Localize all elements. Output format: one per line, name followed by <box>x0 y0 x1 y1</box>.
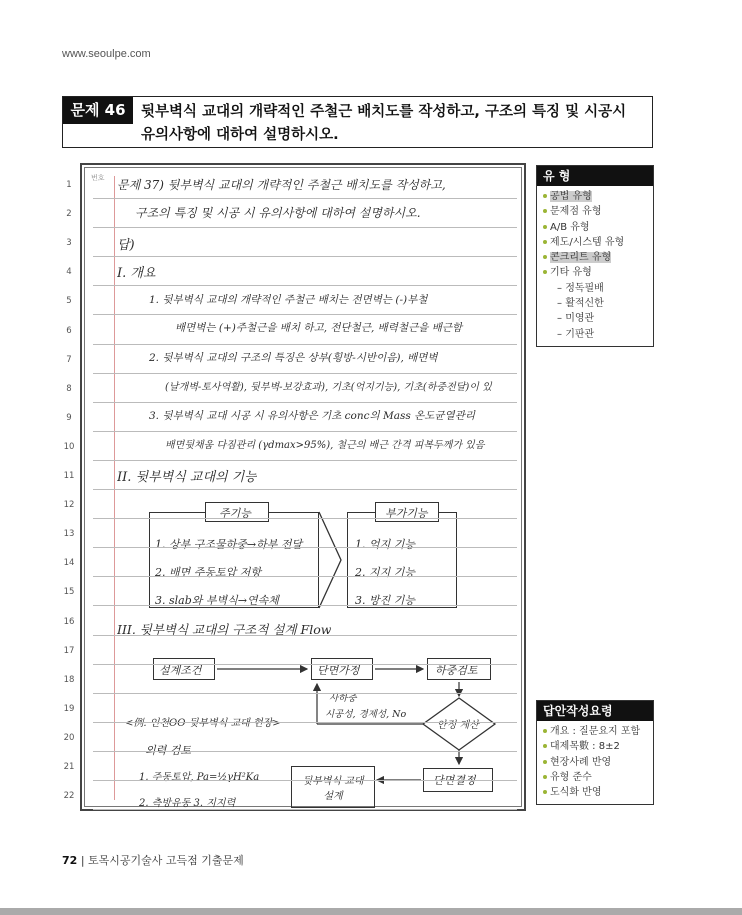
ruled-line <box>93 751 517 752</box>
row-number: 19 <box>63 703 75 714</box>
dash-icon: – <box>557 328 566 340</box>
flow-final-design: 뒷부벽식 교대 설계 <box>302 776 364 802</box>
sub-function-item-3: 3. 방진 기능 <box>355 594 415 607</box>
type-item-label: 제도/시스템 유형 <box>550 236 625 248</box>
row-number: 22 <box>63 791 75 802</box>
answer-tips-title: 답안작성요령 <box>537 701 653 721</box>
row-number: 17 <box>63 645 75 656</box>
answer-line-2: 구조의 특징 및 시공 시 유의사항에 대하여 설명하시오. <box>135 206 421 220</box>
row-number: 9 <box>66 412 72 423</box>
tip-item <box>543 770 653 785</box>
row-number: 1 <box>66 180 72 190</box>
flow-load-calc: 하중검토 <box>435 664 478 677</box>
answer-line-3: 답) <box>117 238 135 253</box>
answer-line-4: I. 개요 <box>117 266 156 281</box>
row-number: 3 <box>66 238 72 249</box>
tip-item-label: 대제목數 : 8±2 <box>550 741 620 753</box>
ruled-line <box>93 693 517 694</box>
bullet-icon <box>543 194 547 198</box>
ruled-line <box>93 576 517 577</box>
row-number: 2 <box>66 209 72 220</box>
bullet-icon <box>543 240 547 244</box>
main-function-item-2: 2. 배면 주동토압 저항 <box>155 566 261 579</box>
bullet-icon <box>543 760 547 764</box>
ruled-line <box>93 635 517 636</box>
dash-icon: – <box>557 298 566 310</box>
bullet-icon <box>543 270 547 274</box>
answer-line-9: 3. 뒷부벽식 교대 시공 시 유의사항은 기초 conc의 Mass 온도균열관리 <box>149 410 475 422</box>
bullet-icon <box>543 790 547 794</box>
type-item-label: 콘크리트 유형 <box>550 252 612 264</box>
type-subitem-label: 미영관 <box>565 313 595 325</box>
flow-apply-2: 시공성, 경제성, No <box>325 709 407 720</box>
bullet-icon <box>543 209 547 213</box>
tip-item <box>543 724 653 739</box>
tip-item <box>543 739 653 754</box>
ruled-line <box>93 285 517 286</box>
answer-line-5: 1. 뒷부벽식 교대의 개략적인 주철근 배치는 전면벽는 (-)부철 <box>149 294 428 306</box>
ruled-line <box>93 460 517 461</box>
ruled-line <box>93 373 517 374</box>
main-function-title: 주기능 <box>219 507 251 520</box>
footer-separator: | <box>80 854 89 867</box>
ruled-line <box>93 547 517 548</box>
ruled-line <box>93 518 517 519</box>
type-list <box>537 186 653 346</box>
type-item <box>543 220 653 235</box>
row-number: 10 <box>63 441 75 452</box>
row-number: 15 <box>63 587 75 598</box>
type-subitem <box>543 327 653 342</box>
question-header <box>62 96 653 148</box>
main-function-item-1: 1. 상부 구조물하중→하부 전달 <box>155 538 303 551</box>
type-subitem-label: 정독필배 <box>565 282 604 294</box>
flow-external-check: 외력 검토 <box>145 744 192 757</box>
type-item <box>543 189 653 204</box>
flow-section-assumption: 단면가정 <box>317 664 360 677</box>
answer-line-11: II. 뒷부벽식 교대의 기능 <box>117 470 257 485</box>
page-number: 72 <box>62 854 78 867</box>
row-number: 12 <box>63 500 75 511</box>
row-number: 18 <box>63 674 75 685</box>
row-number: 16 <box>63 616 75 627</box>
bullet-icon <box>543 225 547 229</box>
ruled-line <box>93 344 517 345</box>
answer-line-10: 배면뒷채움 다짐관리 (γdmax>95%), 철근의 배근 간격 피복두께가 있음 <box>165 440 485 451</box>
row-number: 7 <box>66 354 72 365</box>
sub-function-item-2: 2. 지지 기능 <box>355 566 415 579</box>
row-number: 5 <box>66 296 72 307</box>
answer-line-6: 배면벽는 (+)주철근을 배치 하고, 전단철근, 배력철근을 배근함 <box>175 322 463 334</box>
page-footer <box>62 852 244 868</box>
tip-item-label: 개요 : 질문요지 포함 <box>550 726 641 737</box>
sub-function-title: 부가기능 <box>385 507 428 520</box>
type-item <box>543 235 653 250</box>
flow-section-decision: 단면결정 <box>433 774 476 787</box>
type-item <box>543 204 653 219</box>
type-item-label: 공법 유형 <box>550 191 592 202</box>
row-number: 13 <box>63 529 75 540</box>
flow-formula-1: 1. 주동토압, Pa=½γH²Ka <box>139 772 260 783</box>
answer-tips-list <box>537 721 653 804</box>
ruled-line <box>93 256 517 257</box>
ruled-line <box>93 722 517 723</box>
sheet-frame <box>63 167 522 809</box>
flow-apply-1: 사하중 <box>329 693 357 704</box>
type-subitem-label: 활적신한 <box>565 298 604 310</box>
sheet-number-label: 번호 <box>91 174 105 182</box>
dash-icon: – <box>557 282 566 294</box>
type-item-label: 기타 유형 <box>550 267 592 279</box>
ruled-line <box>93 780 517 781</box>
site-url[interactable]: www.seoulpe.com <box>62 48 151 60</box>
ruled-line <box>93 402 517 403</box>
ruled-line <box>93 489 517 490</box>
row-number: 4 <box>66 267 72 278</box>
type-item <box>543 265 653 280</box>
type-subitem <box>543 311 653 326</box>
row-number: 20 <box>63 732 75 743</box>
question-number: 문제 46 <box>63 97 133 124</box>
row-number: 14 <box>63 558 75 569</box>
type-subitem <box>543 281 653 296</box>
bullet-icon <box>543 729 547 733</box>
ruled-line <box>93 314 517 315</box>
tip-item <box>543 755 653 770</box>
tip-item-label: 도식화 반영 <box>550 787 602 799</box>
bullet-icon <box>543 255 547 259</box>
row-number: 11 <box>63 471 75 481</box>
main-function-item-3: 3. slab와 부벽식→연속체 <box>155 594 279 607</box>
sub-function-item-1: 1. 억지 기능 <box>355 538 415 551</box>
bullet-icon <box>543 744 547 748</box>
type-item-label: 문제점 유형 <box>550 206 602 218</box>
row-number: 21 <box>63 762 75 772</box>
tip-item-label: 현장사례 반영 <box>550 756 612 768</box>
type-sidebar <box>536 165 654 347</box>
flow-stability-check: 안정 계산 <box>437 720 479 731</box>
type-item <box>543 250 653 265</box>
dash-icon: – <box>557 313 566 325</box>
tip-item <box>543 785 653 800</box>
type-sidebar-title: 유 형 <box>537 166 653 186</box>
answer-tips-sidebar <box>536 700 654 805</box>
flow-example: <例. 인천OO 뒷부벽식 교대 현장> <box>125 718 281 729</box>
ruled-line <box>93 605 517 606</box>
bullet-icon <box>543 775 547 779</box>
answer-line-7: 2. 뒷부벽식 교대의 구조의 특징은 상부(횡방-시반이음), 배면벽 <box>149 352 438 364</box>
answer-sheet <box>63 163 526 811</box>
answer-line-1: 문제 37) 뒷부벽식 교대의 개략적인 주철근 배치도를 작성하고, <box>117 178 446 192</box>
tip-item-label: 유형 준수 <box>550 771 592 783</box>
type-subitem <box>543 296 653 311</box>
question-text: 뒷부벽식 교대의 개략적인 주철근 배치도를 작성하고, 구조의 특징 및 시공시 유의사항에 대하여 설명하시오. <box>141 104 627 143</box>
section-3-title: III. 뒷부벽식 교대의 구조적 설계 Flow <box>117 622 332 637</box>
ruled-line <box>93 431 517 432</box>
row-number: 6 <box>66 325 72 336</box>
bottom-bar <box>0 908 742 915</box>
type-subitem-label: 기판관 <box>565 328 595 340</box>
row-number: 8 <box>66 383 72 394</box>
flow-design-condition: 설계조건 <box>159 664 202 677</box>
ruled-line <box>93 227 517 228</box>
flow-formula-2: 2. 측방유동 3. 지지력 <box>139 798 236 809</box>
ruled-line <box>93 198 517 199</box>
ruled-line <box>93 664 517 665</box>
type-item-label: A/B 유형 <box>550 221 590 233</box>
answer-line-8: (날개벽-토사역활), 뒷부벽-보강효과), 기초(억지기능), 기초(하중전달)이 있 <box>165 382 492 393</box>
ruled-line <box>93 809 517 810</box>
book-title: 토목시공기술사 고득점 기출문제 <box>88 854 244 867</box>
